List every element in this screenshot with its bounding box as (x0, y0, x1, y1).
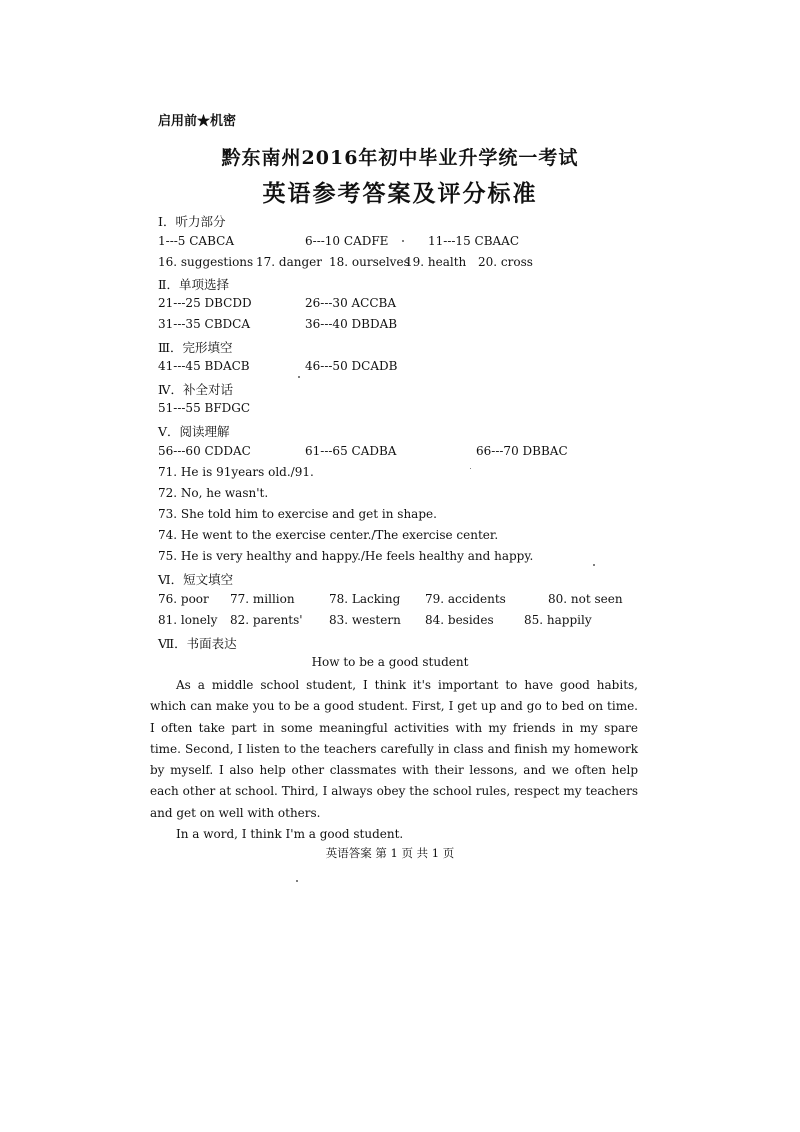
answer-61-65: 61---65 CADBA (305, 444, 397, 458)
answer-76: 76. poor (158, 592, 209, 606)
answer-75: 75. He is very healthy and happy./He feels healthy and happy. (158, 549, 534, 563)
answer-16: 16. suggestions (158, 255, 254, 269)
answer-82: 82. parents' (230, 613, 303, 627)
answer-81: 81. lonely (158, 613, 218, 627)
answer-56-60: 56---60 CDDAC (158, 444, 251, 458)
section-heading-reading: Ⅴ．阅读理解 (158, 424, 230, 439)
section-heading-writing: Ⅶ．书面表达 (158, 636, 237, 651)
answer-80: 80. not seen (548, 592, 623, 606)
answer-66-70: 66---70 DBBAC (476, 444, 568, 458)
answer-78: 78. Lacking (329, 592, 401, 606)
answer-1-5: 1---5 CABCA (158, 234, 234, 248)
scan-speck (593, 564, 595, 566)
answer-21-25: 21---25 DBCDD (158, 296, 252, 310)
scan-speck (298, 376, 300, 378)
answer-74: 74. He went to the exercise center./The exercise center. (158, 528, 499, 542)
answer-51-55: 51---55 BFDGC (158, 401, 251, 415)
section-heading-cloze: Ⅲ．完形填空 (158, 340, 233, 355)
answer-79: 79. accidents (425, 592, 506, 606)
answer-18: 18. ourselves (329, 255, 410, 269)
answer-85: 85. happily (524, 613, 592, 627)
section-heading-listening: Ⅰ．听力部分 (158, 214, 226, 229)
page-footer: 英语答案 第 1 页 共 1 页 (325, 846, 455, 860)
answer-19: 19. health (405, 255, 467, 269)
answer-36-40: 36---40 DBDAB (305, 317, 398, 331)
answer-17: 17. danger (256, 255, 322, 269)
scan-speck (470, 468, 471, 469)
answer-46-50: 46---50 DCADB (305, 359, 398, 373)
scan-speck (402, 240, 404, 242)
confidential-mark: 启用前★机密 (158, 114, 237, 129)
answer-84: 84. besides (425, 613, 494, 627)
answer-11-15: 11---15 CBAAC (428, 234, 520, 248)
answer-key-title: 英语参考答案及评分标准 (262, 180, 538, 207)
scan-speck (296, 880, 298, 882)
essay-body (150, 675, 638, 845)
essay-paragraph-1: As a middle school student, I think it's important to have good habits, which can make you to be a good student. First, I get up and go to bed on time. I often take part in some meaningful activities with my friends in my spare time. Second, I listen to the teachers carefully in class and finish my homework by myself. I also help other classmates with their lessons, and we often help each other at school. Third, I always obey the school rules, respect my teachers and get on well with others. (150, 678, 638, 820)
answer-73: 73. She told him to exercise and get in shape. (158, 507, 437, 521)
section-heading-dialogue: Ⅳ．补全对话 (158, 382, 233, 397)
answer-83: 83. western (329, 613, 401, 627)
answer-72: 72. No, he wasn't. (158, 486, 269, 500)
essay-title: How to be a good student (311, 655, 469, 669)
answer-77: 77. million (230, 592, 295, 606)
exam-title: 黔东南州2016年初中毕业升学统一考试 (221, 147, 579, 169)
answer-71: 71. He is 91years old./91. (158, 465, 314, 479)
section-heading-single-choice: Ⅱ．单项选择 (158, 277, 229, 292)
section-heading-gap-fill: Ⅵ．短文填空 (158, 572, 234, 587)
essay-paragraph-2: In a word, I think I'm a good student. (176, 827, 404, 842)
answer-6-10: 6---10 CADFE (305, 234, 389, 248)
answer-31-35: 31---35 CBDCA (158, 317, 250, 331)
answer-20: 20. cross (478, 255, 533, 269)
answer-41-45: 41---45 BDACB (158, 359, 250, 373)
answer-26-30: 26---30 ACCBA (305, 296, 397, 310)
